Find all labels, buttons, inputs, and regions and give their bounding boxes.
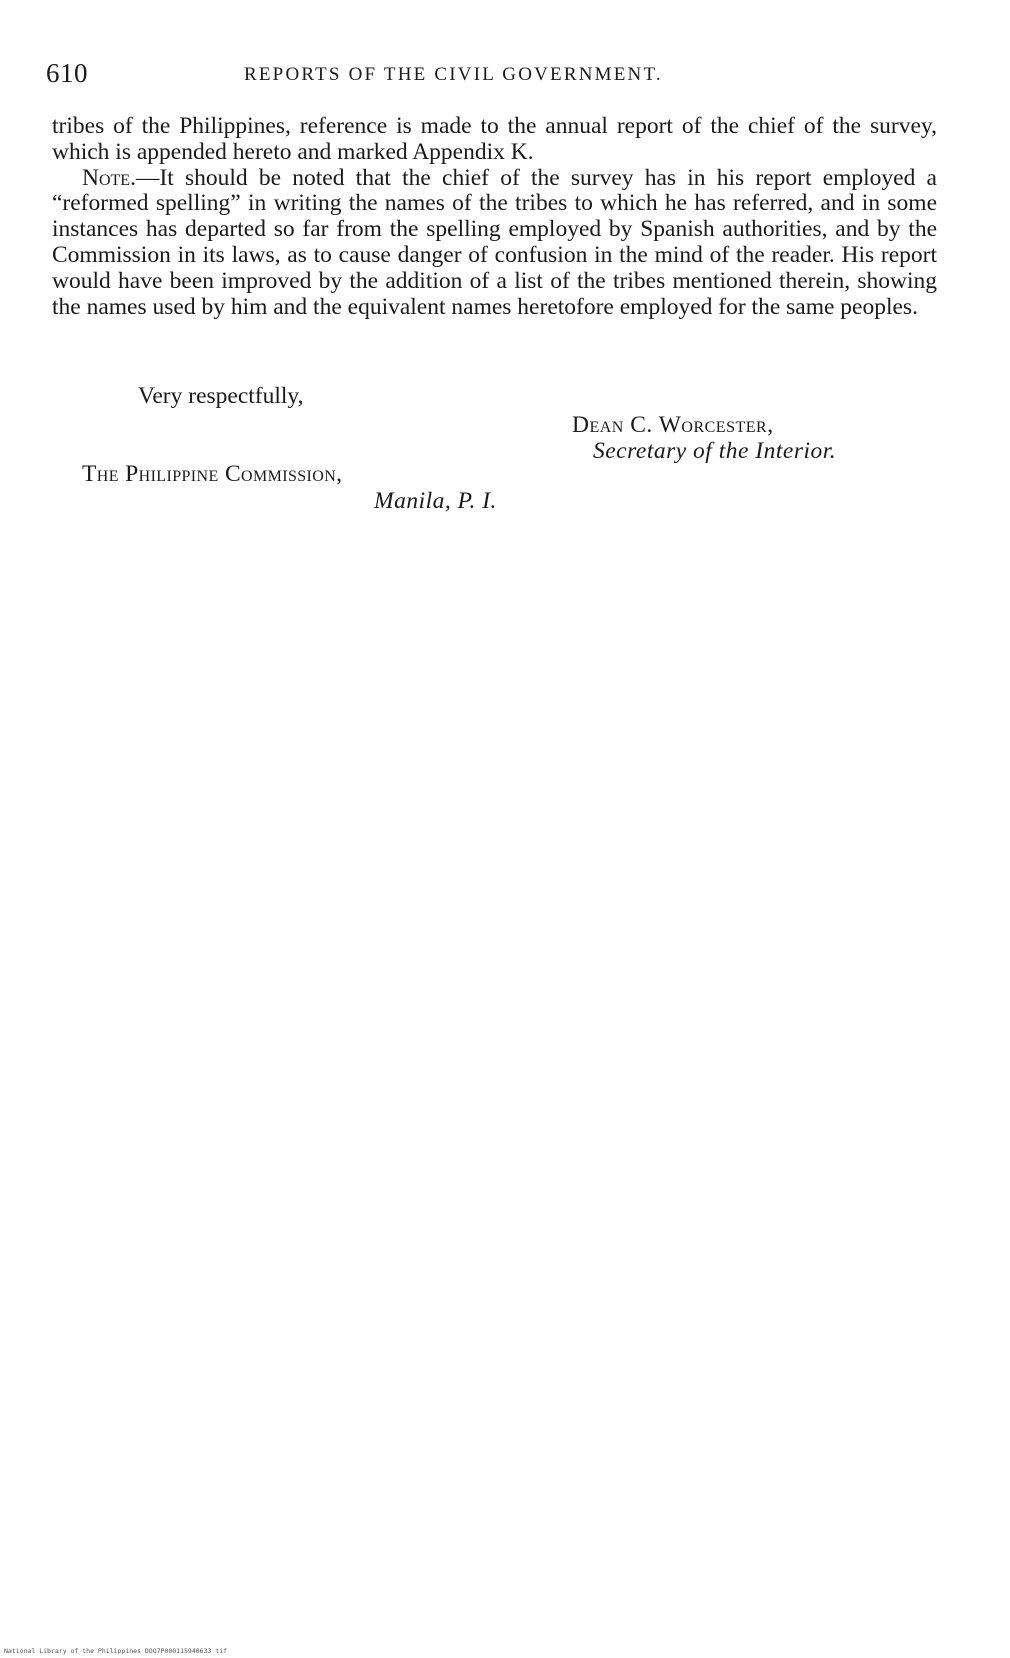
page-number: 610 <box>46 58 88 88</box>
note-text: .—It should be noted that the chief of the survey has in his report employed a “reformed spelling” in writing the names of the tribes to which he has referred, and in some instances has departed so far from the spelling employed by Spanish authorities, and by the Commission in its laws, as to cause danger of confusion in the mind of the reader. His report would have been improved by the addition of a list of the tribes mentioned therein, showing the names used by him and the equivalent names heretofore employed for the same peoples. <box>52 164 937 320</box>
note-label: Note <box>82 164 131 191</box>
note-paragraph <box>52 166 937 321</box>
signatory-title: Secretary of the Interior. <box>593 438 837 464</box>
running-head: REPORTS OF THE CIVIL GOVERNMENT. <box>244 64 663 85</box>
signatory-name: Dean C. Worcester, <box>572 412 774 438</box>
closing-salutation: Very respectfully, <box>138 383 304 409</box>
scan-credit: National Library of the Philippines DOO7P000115940633 tif <box>4 1647 228 1655</box>
addressee-name: The Philippine Commission, <box>82 461 343 487</box>
body-text <box>52 114 937 320</box>
addressee-place: Manila, P. I. <box>374 488 497 514</box>
paragraph-continued: tribes of the Philippines, reference is made to the annual report of the chief of the survey, which is appended hereto and marked Appendix K. <box>52 113 937 165</box>
